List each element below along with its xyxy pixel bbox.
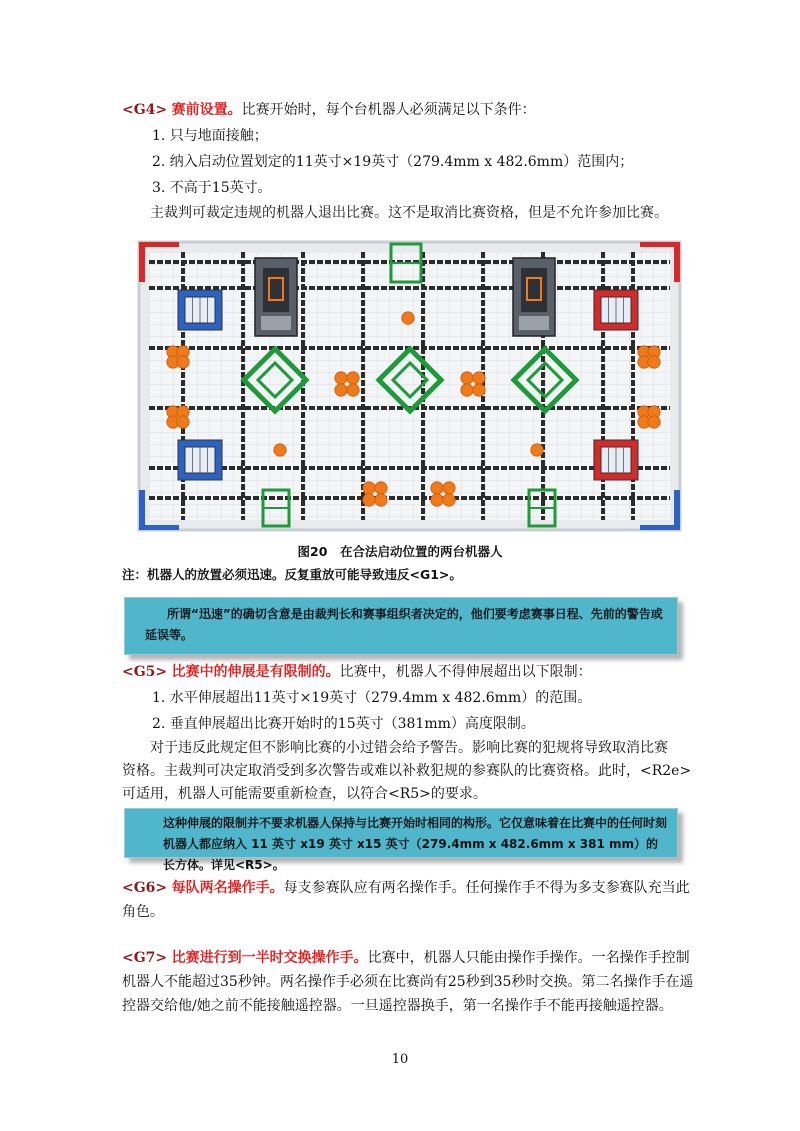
info-box-2 (124, 808, 678, 872)
game-ball (347, 372, 359, 384)
game-ball (177, 356, 189, 368)
robot-tower (263, 268, 289, 312)
rule-title: 每队两名操作手。 (171, 880, 284, 896)
goal-bin (178, 440, 222, 480)
g5-heading (122, 662, 682, 682)
robot-base (261, 316, 291, 330)
game-ball (431, 482, 443, 494)
goal-bin (178, 290, 222, 330)
game-ball (274, 444, 286, 456)
game-ball (375, 482, 387, 494)
game-ball (335, 384, 347, 396)
rule-id: <G4> (122, 102, 168, 118)
game-ball (363, 494, 375, 506)
game-ball (473, 372, 485, 384)
corner-marker (139, 525, 179, 530)
robot (513, 258, 555, 336)
corner-marker (640, 525, 680, 530)
game-ball (531, 444, 543, 456)
g4-paragraph: 主裁判可裁定违规的机器人退出比赛。这不是取消比赛资格，但是不允许参加比赛。 (150, 205, 668, 221)
corner-marker (139, 242, 179, 247)
rule-text: 比赛中，机器人只能由操作手操作。一名操作手控制 (367, 950, 690, 966)
rule-text: 比赛开始时，每个台机器人必须满足以下条件： (241, 102, 536, 118)
g5-paragraph-line-3: 可适用，机器人可能需要重新检查，以符合<R5>的要求。 (122, 786, 487, 802)
rule-id: <G5> (122, 664, 168, 680)
g6-line-2: 角色。 (122, 904, 164, 920)
g5-paragraph-line-1: 对于违反此规定但不影响比赛的小过错会给予警告。影响比赛的犯规将导致取消比赛 (150, 740, 668, 756)
game-ball (375, 494, 387, 506)
g7-line-2: 机器人不能超过35秒钟。两名操作手必须在比赛尚有25秒到35秒时交换。第二名操作手在遥 (122, 974, 694, 990)
corner-marker (674, 490, 680, 530)
field-diagram (137, 240, 682, 532)
g5-item-2: 2. 垂直伸展超出比赛开始时的15英寸（381mm）高度限制。 (152, 716, 535, 732)
g5-item-1: 1. 水平伸展超出11英寸×19英寸（279.4mm x 482.6mm）的范围。 (152, 690, 592, 706)
game-ball (648, 416, 660, 428)
rule-title: 比赛进行到一半时交换操作手。 (171, 950, 368, 966)
robot (255, 258, 297, 336)
game-ball (177, 416, 189, 428)
rule-title: 比赛中的伸展是有限制的。 (171, 664, 340, 680)
rule-id: <G7> (122, 950, 168, 966)
game-ball (461, 384, 473, 396)
info-box-text: 这种伸展的限制并不要求机器人保持与比赛开始时相同的构形。它仅意味着在比赛中的任何时刻机器人都应纳入 11 英寸 x19 英寸 x15 英寸（279.4mm x 482.6mm x 381 mm）的长方体。详见<R5>。 (163, 816, 668, 872)
g4-item-2: 2. 纳入启动位置划定的11英寸×19英寸（279.4mm x 482.6mm）范围内； (152, 154, 634, 170)
figure-caption: 图20 在合法启动位置的两台机器人 (297, 544, 503, 559)
field-floor (149, 252, 670, 520)
corner-marker (139, 490, 145, 530)
game-ball (431, 494, 443, 506)
game-ball (363, 482, 375, 494)
g5-paragraph-line-2: 资格。主裁判可决定取消受到多次警告或难以补救犯规的参赛队的比赛资格。此时，<R2e> (122, 763, 692, 779)
game-ball (402, 312, 414, 324)
g7-line-3: 控器交给他/她之前不能接触遥控器。一旦遥控器换手，第一名操作手不能再接触遥控器。 (122, 998, 673, 1014)
rule-text: 比赛中，机器人不得伸展超出以下限制： (339, 664, 592, 680)
game-ball (335, 372, 347, 384)
game-ball (648, 356, 660, 368)
game-ball (443, 482, 455, 494)
info-box-text: 所谓“迅速”的确切含意是由裁判长和赛事组织者决定的，他们要考虑赛事日程、先前的警告或延误等。 (145, 607, 663, 642)
g4-item-3: 3. 不高于15英寸。 (152, 180, 272, 196)
game-ball (347, 384, 359, 396)
g4-heading (122, 100, 682, 120)
corner-marker (674, 242, 680, 282)
page-number: 10 (391, 1052, 409, 1067)
robot-base (519, 316, 549, 330)
robot-tower (521, 268, 547, 312)
rule-id: <G6> (122, 880, 168, 896)
info-box-1 (124, 597, 678, 655)
goal-bin (594, 290, 638, 330)
rule-title: 赛前设置。 (171, 102, 242, 118)
g7-heading (122, 948, 690, 968)
note: 注：机器人的放置必须迅速。反复重放可能导致违反<G1>。 (122, 567, 462, 582)
field-figure (137, 240, 682, 532)
rule-text: 每支参赛队应有两名操作手。任何操作手不得为多支参赛队充当此 (283, 880, 690, 896)
g6-heading (122, 878, 690, 898)
game-ball (473, 384, 485, 396)
goal-bin (594, 440, 638, 480)
game-ball (443, 494, 455, 506)
corner-marker (640, 242, 680, 247)
game-ball (461, 372, 473, 384)
g4-item-1: 1. 只与地面接触； (152, 128, 268, 144)
corner-marker (139, 242, 145, 282)
